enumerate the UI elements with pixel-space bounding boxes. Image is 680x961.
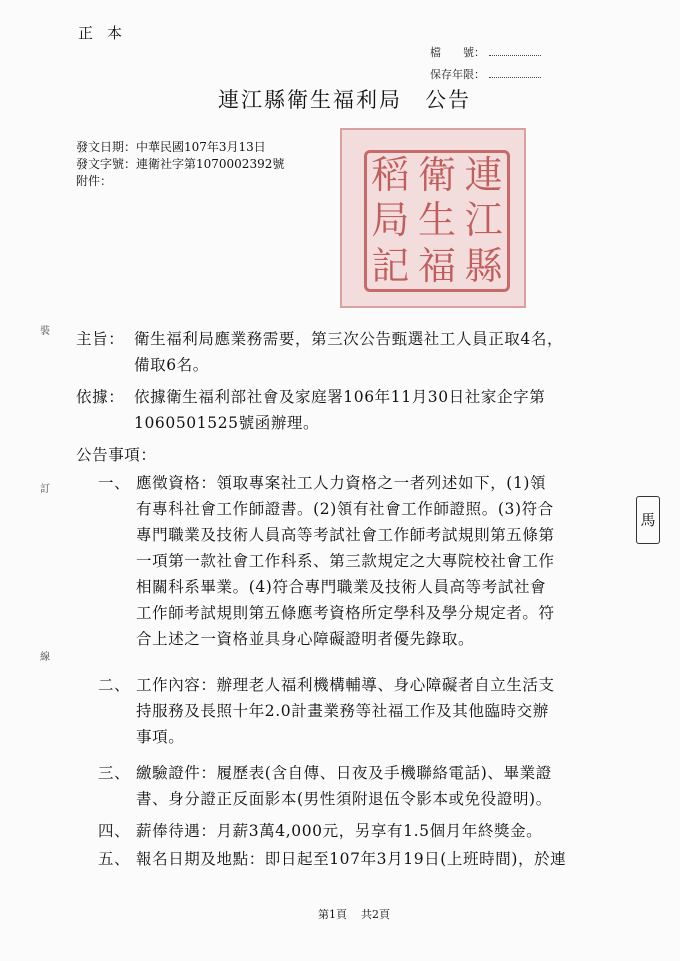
item-line: 工作內容：辦理老人福利機構輔導、身心障礙者自立生活支 bbox=[136, 676, 555, 694]
item-line: 報名日期及地點：即日起至107年3月19日(上班時間)，於連 bbox=[136, 850, 567, 868]
issue-number: 發文字號：連衛社字第1070002392號 bbox=[76, 157, 285, 171]
items-heading: 公告事項： bbox=[76, 446, 157, 464]
subject-line: 備取6名。 bbox=[134, 356, 209, 374]
item-registration bbox=[136, 846, 608, 872]
retention-blank bbox=[489, 68, 541, 78]
seal-char: 稻 bbox=[371, 153, 410, 197]
item-line: 工作師考試規則第五條應考資格所定學科及學分規定者。符 bbox=[136, 604, 555, 622]
seal-char: 記 bbox=[371, 243, 410, 288]
page-total: 共2頁 bbox=[361, 908, 390, 921]
basis-line: 依據衛生福利部社會及家庭署106年11月30日社家企字第 bbox=[134, 388, 546, 406]
item-number: 四、 bbox=[98, 822, 131, 840]
item-number: 一、 bbox=[98, 474, 131, 492]
retention-row bbox=[430, 66, 541, 82]
subject-label: 主旨： bbox=[76, 330, 125, 348]
seal-char: 連 bbox=[464, 153, 503, 197]
item-line: 薪俸待遇：月薪3萬4,000元，另享有1.5個月年終獎金。 bbox=[136, 822, 543, 840]
item-number: 五、 bbox=[98, 850, 131, 868]
seal-char: 江 bbox=[464, 198, 503, 243]
seal-frame bbox=[364, 150, 510, 292]
item-line: 專門職業及技術人員高等考試社會工作師考試規則第五條第 bbox=[136, 526, 555, 544]
item-line: 相關科系畢業。(4)符合專門職業及技術人員高等考試社會 bbox=[136, 578, 547, 596]
basis-label: 依據： bbox=[76, 388, 125, 406]
seal-char: 局 bbox=[371, 198, 410, 243]
binding-mark-xian: 線 bbox=[40, 652, 50, 663]
page-footer bbox=[318, 906, 404, 922]
seal-char: 生 bbox=[417, 198, 456, 243]
item-number: 二、 bbox=[98, 676, 131, 694]
subject-text bbox=[134, 326, 614, 378]
basis-text bbox=[134, 384, 614, 436]
subject-line: 衛生福利局應業務需要，第三次公告甄選社工人員正取4名， bbox=[134, 330, 564, 348]
item-line: 有專科社會工作師證書。(2)領有社會工作師證照。(3)符合 bbox=[136, 500, 554, 518]
item-line: 書、身分證正反面影本(男性須附退伍令影本或免役證明)。 bbox=[136, 790, 552, 808]
issue-date: 發文日期：中華民國107年3月13日 bbox=[76, 140, 266, 154]
item-line: 應徵資格：領取專案社工人力資格之一者列述如下，(1)領 bbox=[136, 474, 547, 492]
item-line: 繳驗證件：履歷表(含自傳、日夜及手機聯絡電話)、畢業證 bbox=[136, 764, 552, 782]
official-seal bbox=[340, 128, 526, 308]
document-title: 連江縣衛生福利局 公告 bbox=[218, 88, 471, 112]
item-line: 一項第一款社會工作科系、第三款規定之大專院校社會工作 bbox=[136, 552, 555, 570]
seal-char: 衛 bbox=[417, 153, 456, 197]
item-line: 持服務及長照十年2.0計畫業務等社福工作及其他臨時交辦 bbox=[136, 702, 549, 720]
item-salary bbox=[136, 818, 608, 844]
seal-char: 福 bbox=[417, 243, 456, 288]
binding-mark-ding: 訂 bbox=[40, 484, 50, 495]
item-number: 三、 bbox=[98, 764, 131, 782]
basis-line: 1060501525號函辦理。 bbox=[134, 414, 320, 432]
attachment-label: 附件： bbox=[76, 174, 113, 188]
seal-char: 縣 bbox=[464, 243, 503, 288]
file-number-blank bbox=[489, 46, 541, 56]
item-documents bbox=[136, 760, 608, 812]
page-number: 第1頁 bbox=[318, 908, 347, 921]
item-qualifications bbox=[136, 470, 608, 652]
copy-mark: 正本 bbox=[78, 24, 137, 42]
binding-mark-zhuang: 裝 bbox=[40, 326, 50, 337]
retention-label: 保存年限： bbox=[430, 68, 485, 81]
item-job-content bbox=[136, 672, 608, 750]
item-line: 事項。 bbox=[136, 728, 185, 746]
side-stamp: 馬 bbox=[636, 496, 660, 544]
file-number-label: 檔 號： bbox=[430, 46, 485, 59]
item-line: 合上述之一資格並具身心障礙證明者優先錄取。 bbox=[136, 630, 475, 648]
file-number-row bbox=[430, 44, 541, 60]
